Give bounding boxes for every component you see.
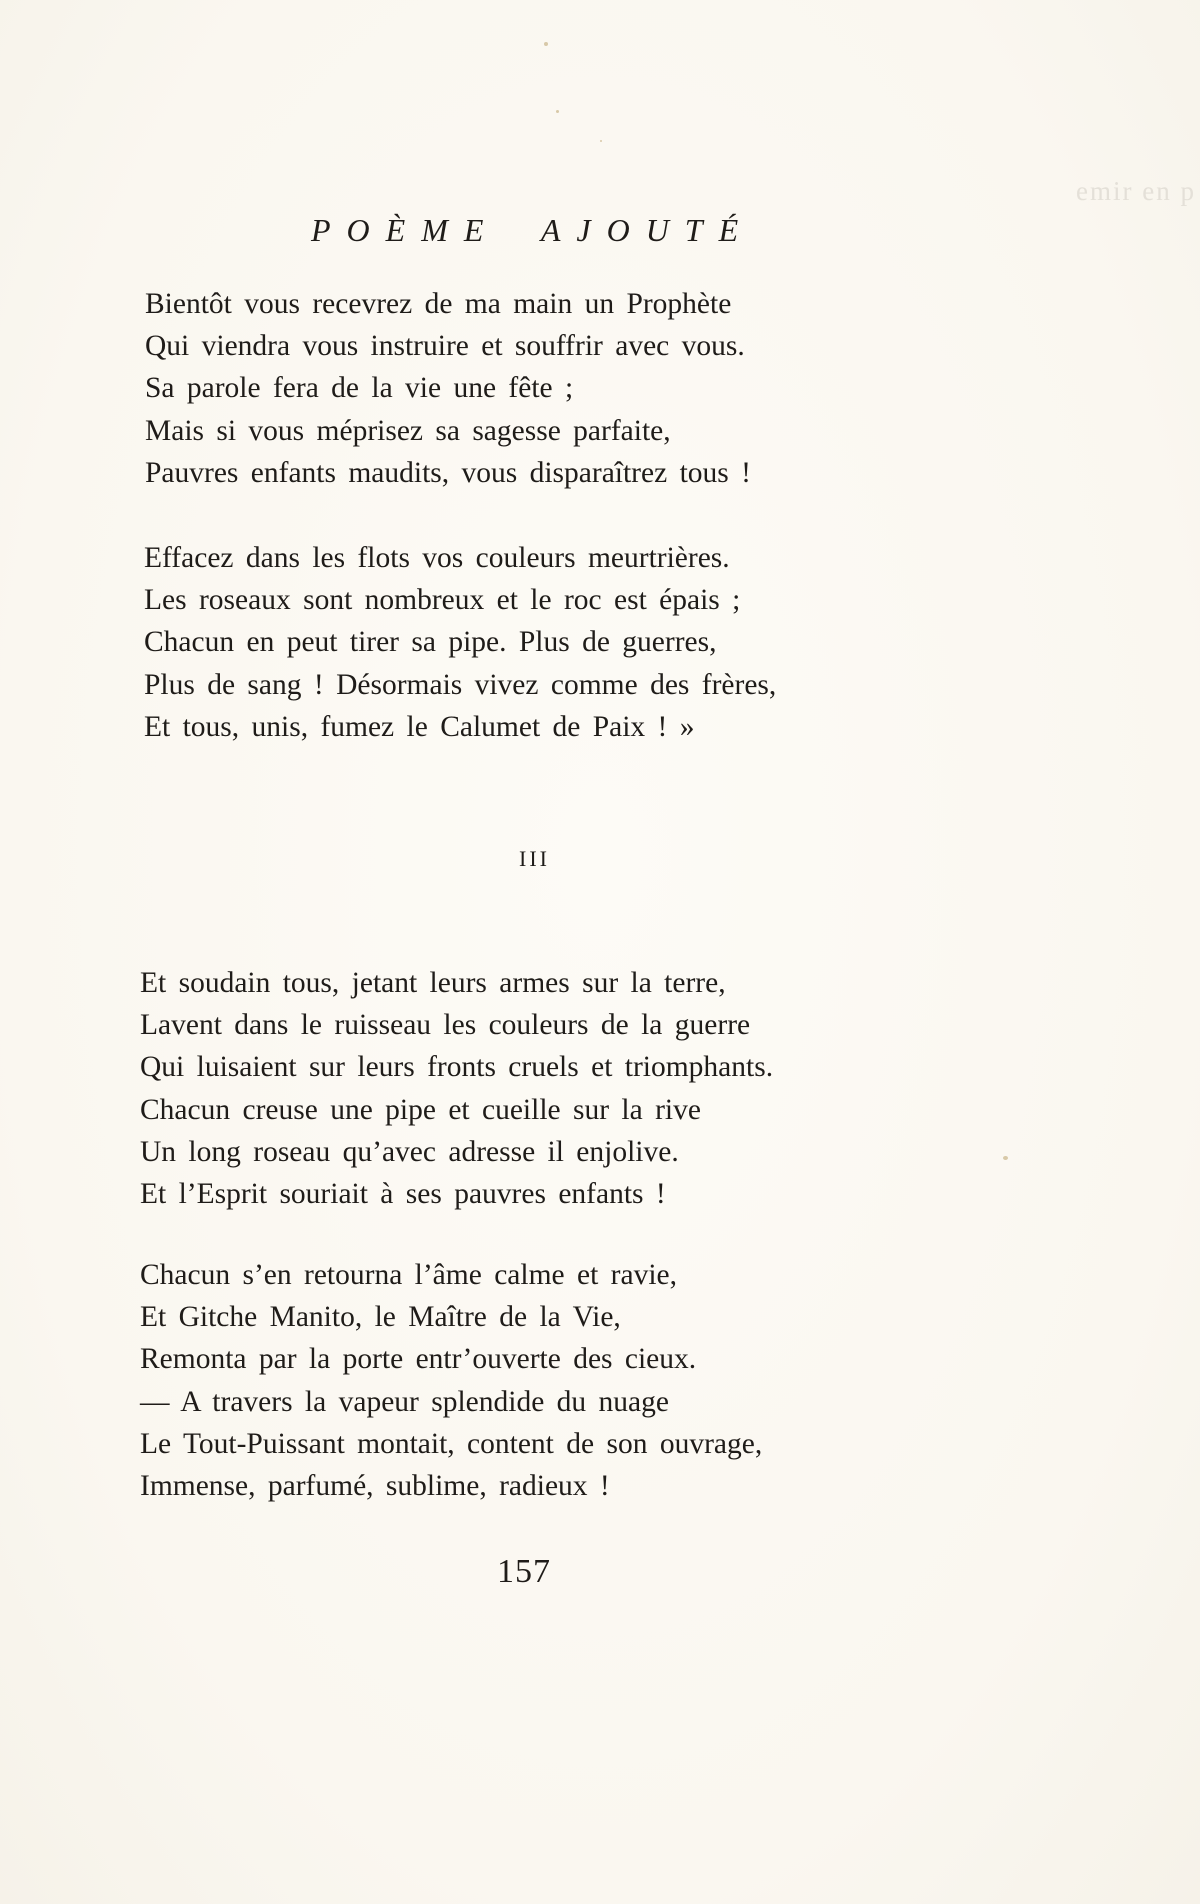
poem-title: POÈME AJOUTÉ [311, 212, 755, 248]
verse-line: Et l’Esprit souriait à ses pauvres enfants ! [140, 1178, 666, 1211]
stanza-2 [144, 537, 776, 748]
verse-line: Qui luisaient sur leurs fronts cruels et triomphants. [140, 1051, 774, 1084]
verse-line: — A travers la vapeur splendide du nuage [140, 1385, 669, 1418]
verse-line: Bientôt vous recevrez de ma main un Prophète [145, 288, 732, 320]
verse-line: Plus de sang ! Désormais vivez comme des frères, [144, 668, 777, 701]
verse-line: Les roseaux sont nombreux et le roc est épais ; [144, 584, 741, 617]
verse-line: Effacez dans les flots vos couleurs meurtrières. [144, 542, 730, 574]
verse-line: Sa parole fera de la vie une fête ; [145, 372, 574, 405]
verse-line: Remonta par la porte entr’ouverte des cieux. [140, 1343, 697, 1376]
paper-speck [556, 110, 559, 113]
stanza-4 [140, 1254, 762, 1507]
verse-line: Chacun s’en retourna l’âme calme et ravie, [140, 1259, 677, 1291]
paper-speck [544, 42, 548, 46]
paper-speck [1003, 1156, 1008, 1160]
paper-speck [600, 140, 602, 142]
page-number: 157 [497, 1553, 551, 1590]
stanza-1 [145, 283, 751, 494]
verse-line: Immense, parfumé, sublime, radieux ! [140, 1470, 610, 1503]
verse-line: Qui viendra vous instruire et souffrir avec vous. [145, 330, 745, 363]
verse-line: Le Tout-Puissant montait, content de son ouvrage, [140, 1427, 763, 1460]
verse-line: Chacun en peut tirer sa pipe. Plus de guerres, [144, 626, 717, 659]
verse-line: Et soudain tous, jetant leurs armes sur la terre, [140, 967, 726, 999]
section-number: III [519, 846, 550, 871]
bleed-through-text: emir en p [1076, 176, 1196, 206]
verse-line: Et Gitche Manito, le Maître de la Vie, [140, 1301, 621, 1334]
verse-line: Un long roseau qu’avec adresse il enjolive. [140, 1135, 679, 1168]
verse-line: Lavent dans le ruisseau les couleurs de la guerre [140, 1009, 751, 1042]
verse-line: Pauvres enfants maudits, vous disparaîtrez tous ! [145, 456, 751, 489]
verse-line: Et tous, unis, fumez le Calumet de Paix ! » [144, 710, 695, 743]
verse-line: Mais si vous méprisez sa sagesse parfaite, [145, 414, 671, 447]
verse-line: Chacun creuse une pipe et cueille sur la rive [140, 1093, 701, 1126]
stanza-3 [140, 962, 773, 1215]
